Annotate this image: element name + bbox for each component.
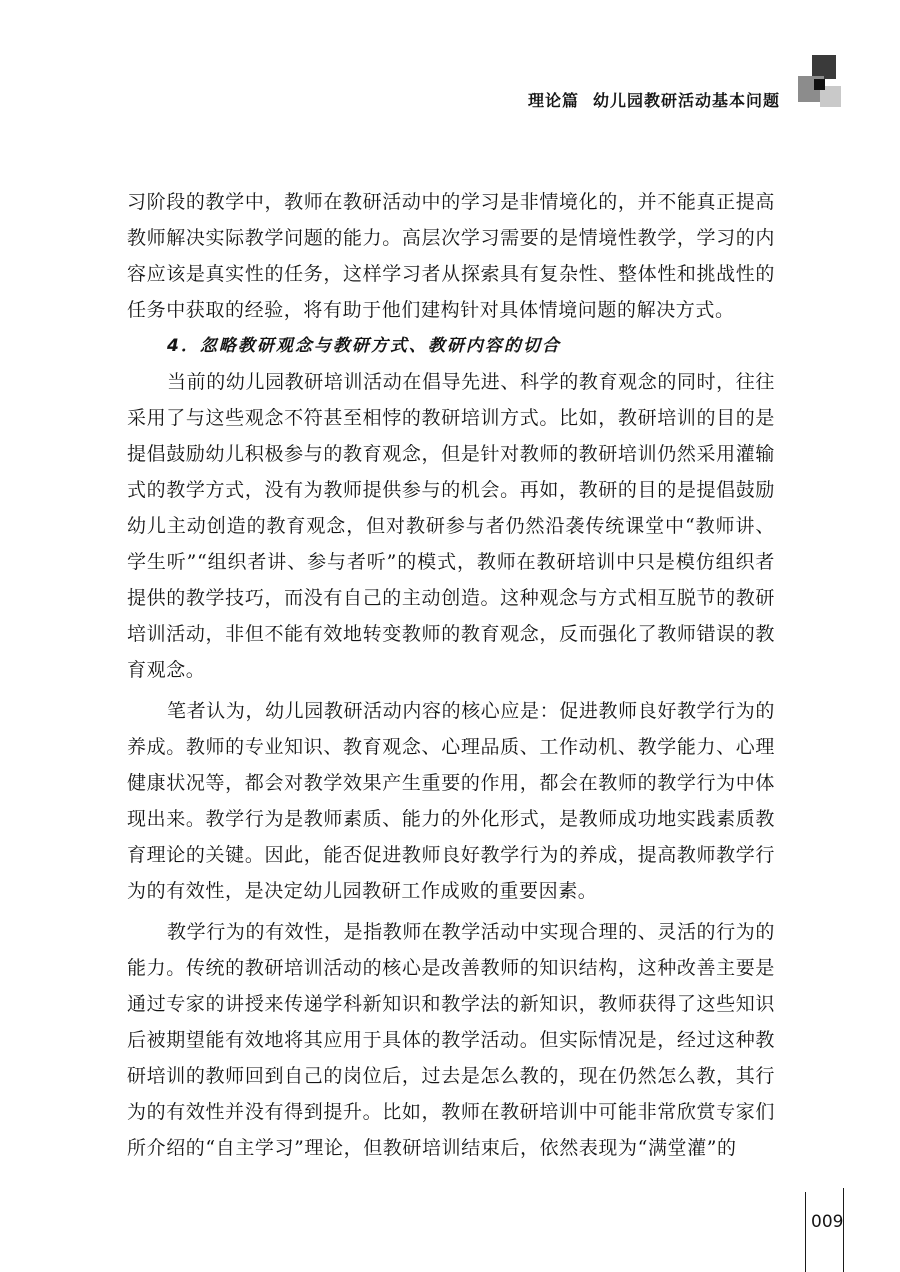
footer-rule: [805, 1192, 806, 1272]
body-paragraph: 教学行为的有效性，是指教师在教学活动中实现合理的、灵活的行为的能力。传统的教研培训活动的核心是改善教师的知识结构，这种改善主要是通过专家的讲授来传递学科新知识和教学法的新知识，教师获得了这些知识后被期望能有效地将其应用于具体的教学活动。但实际情况是，经过这种教研培训的教师回到自己的岗位后，过去是怎么教的，现在仍然怎么教，其行为的有效性并没有得到提升。比如，教师在教研培训中可能非常欣赏专家们所介绍的“自主学习”理论，但教研培训结束后，依然表现为“满堂灌”的: [127, 921, 775, 1159]
body-paragraph: 当前的幼儿园教研培训活动在倡导先进、科学的教育观念的同时，往往采用了与这些观念不符甚至相悖的教研培训方式。比如，教研培训的目的是提倡鼓励幼儿积极参与的教育观念，但是针对教师的教研培训仍然采用灌输式的教学方式，没有为教师提供参与的机会。再如，教研的目的是提倡鼓励幼儿主动创造的教育观念，但对教研参与者仍然沿袭传统课堂中“教师讲、学生听”“组织者讲、参与者听”的模式，教师在教研培训中只是模仿组织者提供的教学技巧，而没有自己的主动创造。这种观念与方式相互脱节的教研培训活动，非但不能有效地转变教师的教育观念，反而强化了教师错误的教育观念。: [127, 371, 775, 681]
header-decoration-square: [814, 79, 825, 90]
running-header-section: 理论篇: [527, 91, 579, 110]
body-paragraph: 笔者认为，幼儿园教研活动内容的核心应是：促进教师良好教学行为的养成。教师的专业知识、教育观念、心理品质、工作动机、教学能力、心理健康状况等，都会对教学效果产生重要的作用，都会在教师的教学行为中体现出来。教学行为是教师素质、能力的外化形式，是教师成功地实践素质教育理论的关键。因此，能否促进教师良好教学行为的养成，提高教师教学行为的有效性，是决定幼儿园教研工作成败的重要因素。: [127, 700, 775, 902]
page-number: 009: [811, 1212, 844, 1232]
running-header-chapter: 幼儿园教研活动基本问题: [592, 91, 780, 110]
running-header: [450, 88, 780, 111]
page-body: [127, 184, 775, 1166]
section-heading: 4．忽略教研观念与教研方式、教研内容的切合: [167, 336, 561, 356]
body-paragraph: 习阶段的教学中，教师在教研活动中的学习是非情境化的，并不能真正提高教师解决实际教学问题的能力。高层次学习需要的是情境性教学，学习的内容应该是真实性的任务，这样学习者从探索具有复杂性、整体性和挑战性的任务中获取的经验，将有助于他们建构针对具体情境问题的解决方式。: [127, 191, 775, 321]
